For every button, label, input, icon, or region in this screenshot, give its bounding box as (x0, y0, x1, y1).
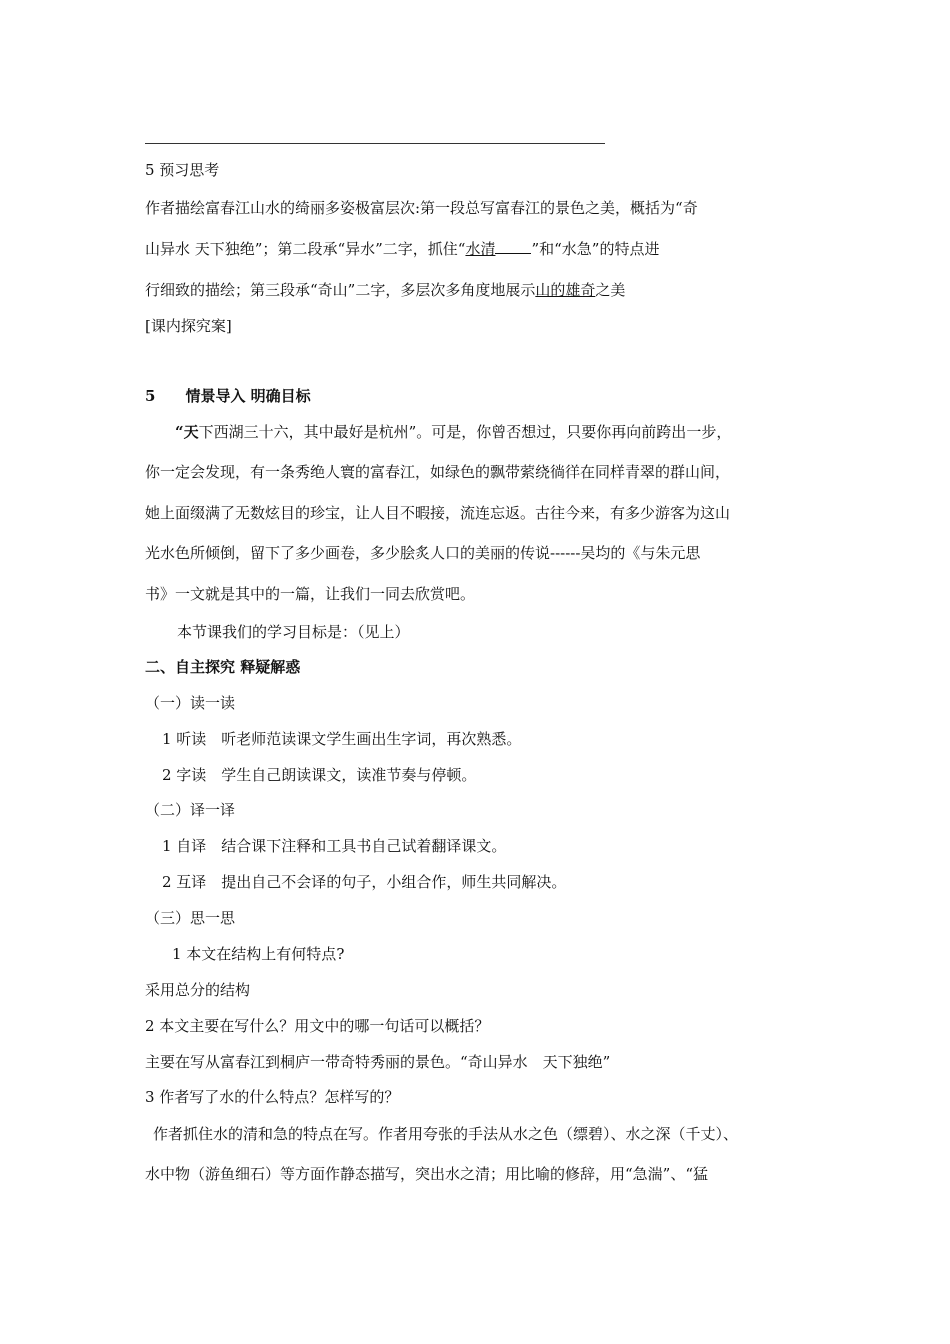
read-item-1: 1 听读 听老师范读课文学生画出生字词，再次熟悉。 (162, 730, 522, 748)
fill-answer-2: 山的雄奇 (535, 281, 596, 299)
answer-3-line-2: 水中物（游鱼细石）等方面作静态描写，突出水之清；用比喻的修辞，用“急湍”、“猛 (145, 1165, 709, 1183)
header-rule (145, 143, 605, 144)
intro-line-2: 你一定会发现，有一条秀绝人寰的富春江，如绿色的飘带萦绕徜徉在同样青翠的群山间， (145, 463, 731, 481)
section-2-heading: 二、自主探究 释疑解惑 (145, 658, 301, 676)
translate-item-1: 1 自译 结合课下注释和工具书自己试着翻译课文。 (162, 837, 507, 855)
preview-heading: 5 预习思考 (145, 161, 220, 179)
intro-line-4: 光水色所倾倒，留下了多少画卷，多少脍炙人口的美丽的传说------吴均的《与朱元思 (145, 544, 701, 562)
answer-2: 主要在写从富春江到桐庐一带奇特秀丽的景色。“奇山异水 天下独绝” (145, 1053, 611, 1071)
think-heading: （三）思一思 (145, 909, 236, 927)
preview-para-line-2: 山异水 天下独绝”；第二段承“异水”二字，抓住“水清 ”和“水急”的特点进 (145, 240, 660, 258)
intro-line-5: 书》一文就是其中的一篇，让我们一同去欣赏吧。 (145, 585, 476, 603)
intro-line-3: 她上面缀满了无数炫目的珍宝，让人目不暇接，流连忘返。古往今来，有多少游客为这山 (145, 504, 731, 522)
answer-1: 采用总分的结构 (145, 981, 251, 999)
question-2: 2 本文主要在写什么？用文中的哪一句话可以概括？ (145, 1017, 490, 1035)
translate-heading: （二）译一译 (145, 801, 236, 819)
read-heading: （一）读一读 (145, 694, 236, 712)
preview-para-line-1: 作者描绘富春江山水的绮丽多姿极富层次:第一段总写富春江的景色之美，概括为“奇 (145, 199, 698, 217)
question-3: 3 作者写了水的什么特点？怎样写的？ (145, 1088, 400, 1106)
translate-item-2: 2 互译 提出自己不会译的句子，小组合作，师生共同解决。 (162, 873, 567, 891)
fill-answer-1: 水清 (465, 240, 496, 258)
intro-line-1: “天下西湖三十六，其中最好是杭州”。可是，你曾否想过，只要你再向前跨出一步， (175, 423, 732, 441)
answer-3-line-1: 作者抓住水的清和急的特点在写。作者用夸张的手法从水之色（缥碧）、水之深（千丈）、 (153, 1125, 739, 1143)
learning-goal: 本节课我们的学习目标是：（见上） (177, 623, 410, 641)
classroom-label: [课内探究案] (145, 317, 232, 335)
section-5-heading: 5 情景导入 明确目标 (145, 387, 311, 405)
preview-para-line-3: 行细致的描绘；第三段承“奇山”二字，多层次多角度地展示山的雄奇之美 (145, 281, 626, 299)
read-item-2: 2 字读 学生自己朗读课文，读准节奏与停顿。 (162, 766, 477, 784)
fill-blank (495, 239, 531, 254)
question-1: 1 本文在结构上有何特点? (172, 945, 345, 963)
